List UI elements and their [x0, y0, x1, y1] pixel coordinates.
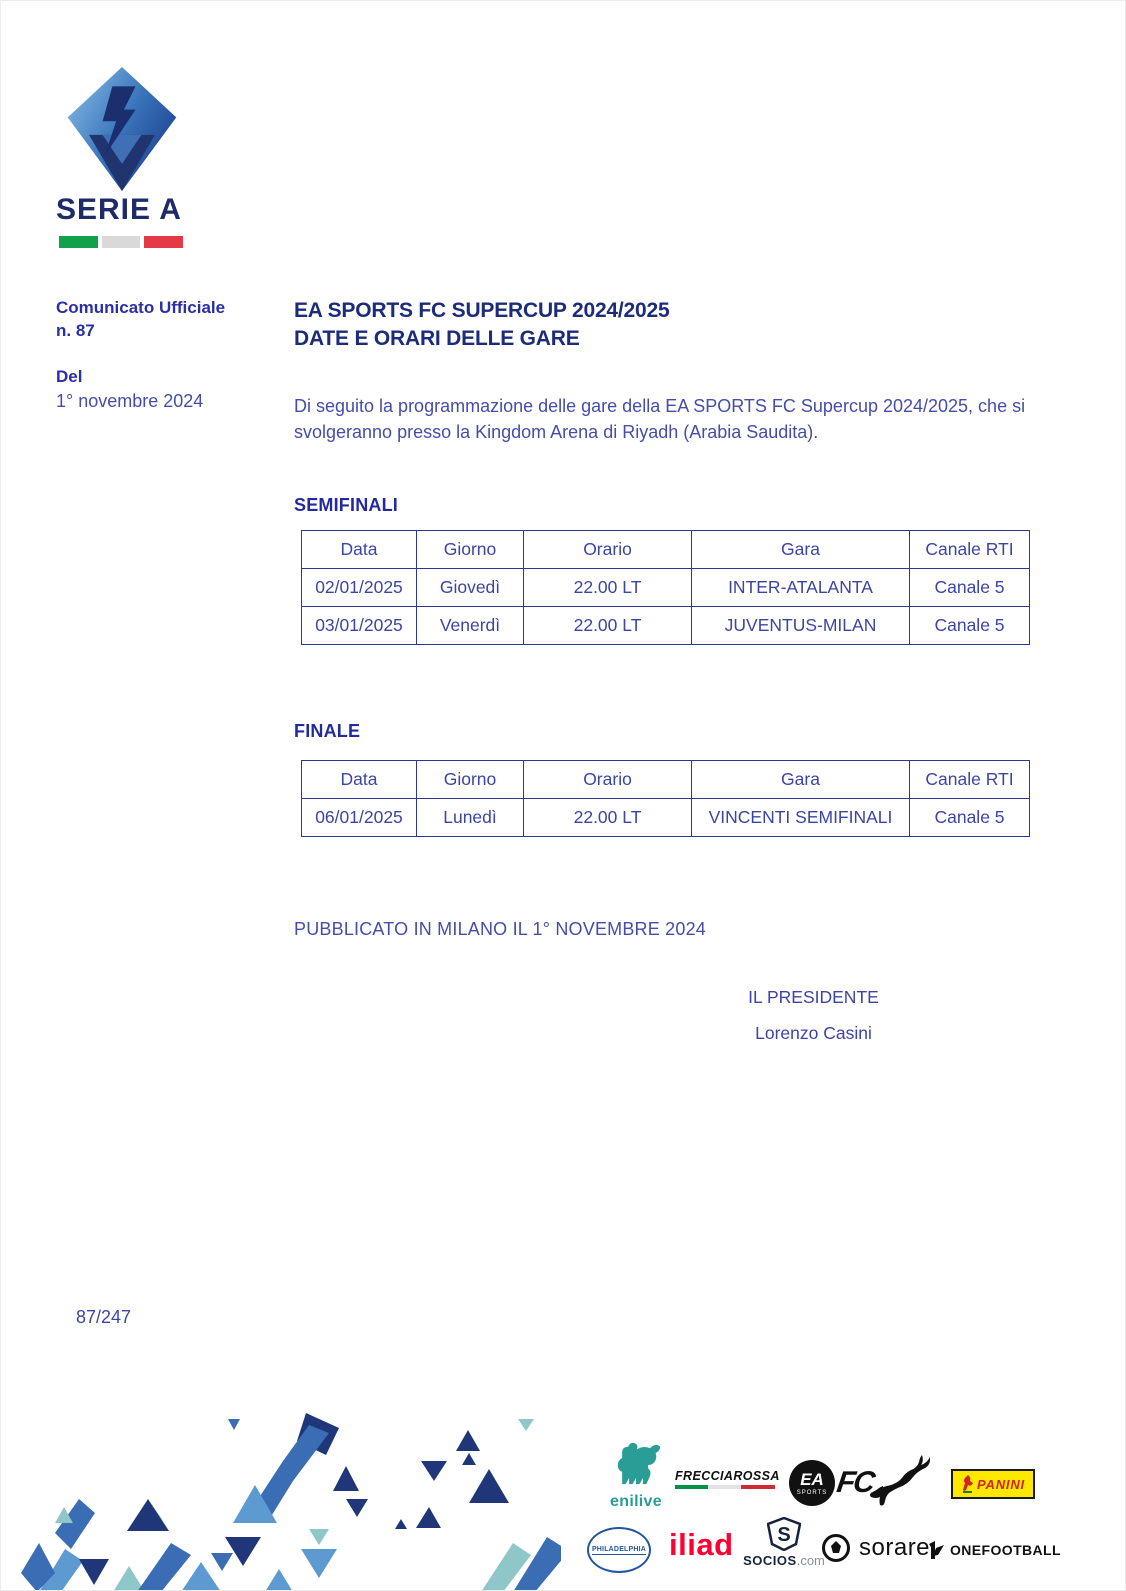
comunicato-number: n. 87: [56, 320, 95, 340]
table-cell: Lunedì: [417, 799, 524, 837]
table-header-row: [302, 531, 1030, 569]
ea-sports-fc-logo: [789, 1460, 876, 1506]
comunicato-title: Comunicato Ufficiale: [56, 298, 226, 317]
frecciarossa-tricolor-bar: [675, 1485, 775, 1489]
table-cell: 22.00 LT: [524, 607, 692, 645]
intro-paragraph: Di seguito la programmazione delle gare della EA SPORTS FC Supercup 2024/2025, che si svolgeranno presso la Kingdom Arena di Riyadh (Arabia Saudita).: [294, 396, 1026, 443]
puma-logo: [867, 1453, 931, 1509]
date-value: 1° novembre 2024: [56, 391, 204, 411]
enilive-wordmark: enilive: [610, 1493, 662, 1510]
column-header: Giorno: [417, 531, 524, 569]
flag-red: [144, 236, 183, 248]
sorare-wordmark: sorare: [859, 1534, 931, 1561]
frecciarossa-logo: [675, 1469, 780, 1489]
table-cell: VINCENTI SEMIFINALI: [692, 799, 910, 837]
table-cell: Venerdì: [417, 607, 524, 645]
signature-block: [661, 987, 966, 1044]
table-header-row: [302, 761, 1030, 799]
socios-shield-icon: [767, 1517, 801, 1551]
column-header: Canale RTI: [910, 761, 1030, 799]
panini-wordmark: PANINI: [977, 1476, 1025, 1492]
column-header: Orario: [524, 531, 692, 569]
panini-knight-icon: [961, 1474, 974, 1494]
italian-flag-bar: [59, 236, 183, 248]
serie-a-logo-icon: [63, 67, 181, 193]
frecciarossa-wordmark: FRECCIAROSSA: [675, 1469, 780, 1483]
enilive-logo: [597, 1439, 675, 1511]
table-cell: 06/01/2025: [302, 799, 417, 837]
section-heading-semifinali: SEMIFINALI: [294, 495, 398, 515]
section-heading-finale: FINALE: [294, 721, 361, 741]
table-cell: JUVENTUS-MILAN: [692, 607, 910, 645]
table-row: [302, 607, 1030, 645]
philadelphia-wordmark: PHILADELPHIA: [591, 1545, 647, 1553]
signature-role: IL PRESIDENTE: [748, 987, 879, 1007]
column-header: Gara: [692, 761, 910, 799]
semifinali-table: [301, 530, 1030, 645]
enilive-dog-icon: [610, 1439, 662, 1491]
table-cell: 03/01/2025: [302, 607, 417, 645]
panini-logo: [951, 1469, 1035, 1499]
page-number: 87/247: [76, 1307, 132, 1327]
onefootball-icon: [923, 1539, 945, 1561]
svg-text:S: S: [777, 1524, 791, 1546]
socios-suffix: .com: [796, 1553, 825, 1568]
table-cell: 02/01/2025: [302, 569, 417, 607]
table-cell: Canale 5: [910, 569, 1030, 607]
column-header: Giorno: [417, 761, 524, 799]
column-header: Data: [302, 761, 417, 799]
date-label: Del: [56, 367, 83, 386]
onefootball-logo: [923, 1539, 1061, 1561]
signature-name: Lorenzo Casini: [755, 1023, 872, 1043]
table-cell: INTER-ATALANTA: [692, 569, 910, 607]
table-cell: Giovedì: [417, 569, 524, 607]
iliad-wordmark: iliad: [669, 1527, 734, 1562]
socios-logo: [743, 1517, 825, 1568]
finale-table: [301, 760, 1030, 837]
column-header: Orario: [524, 761, 692, 799]
column-header: Gara: [692, 531, 910, 569]
page-title: [294, 297, 669, 353]
sorare-logo: [821, 1533, 930, 1563]
socios-wordmark: SOCIOS: [743, 1553, 797, 1568]
table-cell: Canale 5: [910, 607, 1030, 645]
page-title-line2: DATE E ORARI DELLE GARE: [294, 326, 580, 350]
iliad-logo: [669, 1529, 734, 1560]
table-cell: Canale 5: [910, 799, 1030, 837]
table-row: [302, 569, 1030, 607]
puma-cat-icon: [867, 1453, 931, 1509]
comunicato-label: [56, 297, 281, 343]
date-block: [56, 367, 281, 412]
decorative-triangles: [21, 1373, 561, 1591]
table-row: [302, 799, 1030, 837]
serie-a-wordmark: SERIE A: [56, 193, 182, 226]
ea-fc-wordmark: FC: [834, 1466, 876, 1499]
page-title-line1: EA SPORTS FC SUPERCUP 2024/2025: [294, 299, 670, 322]
onefootball-wordmark: ONEFOOTBALL: [950, 1542, 1061, 1558]
ea-sports-label: SPORTS: [796, 1489, 828, 1496]
ea-sports-icon: [789, 1460, 835, 1506]
table-cell: 22.00 LT: [524, 799, 692, 837]
table-cell: 22.00 LT: [524, 569, 692, 607]
published-line: PUBBLICATO IN MILANO IL 1° NOVEMBRE 2024: [294, 919, 706, 939]
philadelphia-logo: [587, 1527, 651, 1573]
column-header: Canale RTI: [910, 531, 1030, 569]
ea-wordmark: EA: [800, 1469, 824, 1489]
flag-green: [59, 236, 98, 248]
flag-white: [102, 236, 141, 248]
sorare-star-icon: [821, 1533, 851, 1563]
column-header: Data: [302, 531, 417, 569]
